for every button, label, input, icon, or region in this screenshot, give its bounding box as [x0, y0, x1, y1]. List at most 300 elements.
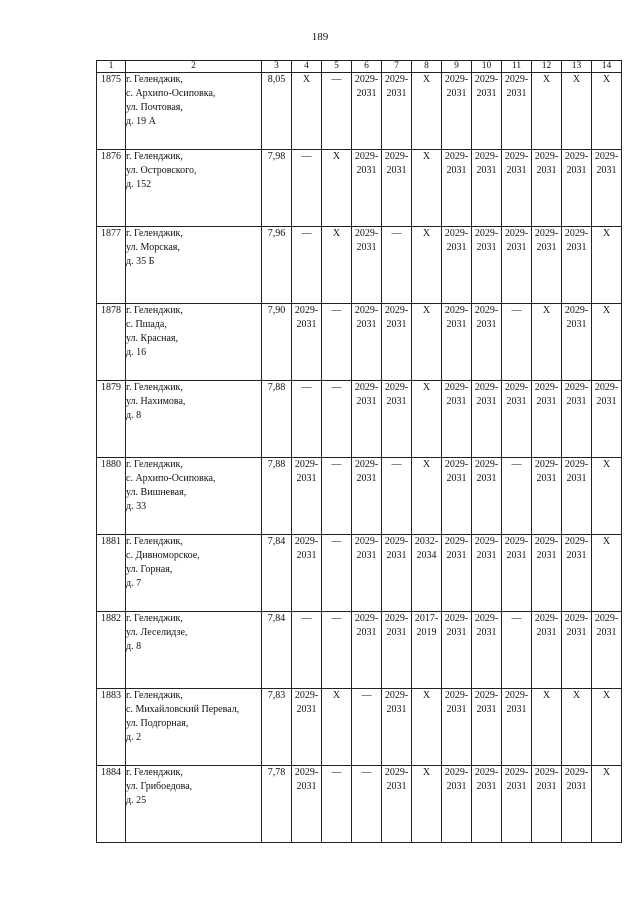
- schedule-value: 2029-: [354, 151, 379, 162]
- schedule-cell: [412, 612, 442, 689]
- schedule-value: 2031: [536, 473, 557, 484]
- address-line: г. Геленджик,: [126, 74, 183, 85]
- schedule-value: Х: [422, 690, 431, 701]
- column-header: 10: [472, 61, 502, 73]
- schedule-cell: [532, 73, 562, 150]
- schedule-value: 2029-: [474, 536, 499, 547]
- table-row: [97, 458, 622, 535]
- schedule-value: 2031: [356, 396, 377, 407]
- schedule-value: Х: [332, 228, 341, 239]
- schedule-cell: [352, 304, 382, 381]
- schedule-value: 2029-: [564, 767, 589, 778]
- address-line: д. 8: [126, 410, 142, 421]
- address-line: г. Геленджик,: [126, 767, 183, 778]
- column-header: 8: [412, 61, 442, 73]
- schedule-cell: [502, 612, 532, 689]
- schedule-value: 2029-: [504, 690, 529, 701]
- schedule-cell: [532, 150, 562, 227]
- column-header: 5: [322, 61, 352, 73]
- address-line: д. 25: [126, 795, 147, 806]
- schedule-value: 2031: [566, 627, 587, 638]
- address-line: д. 19 А: [126, 116, 156, 127]
- schedule-cell: [412, 381, 442, 458]
- schedule-cell: [442, 304, 472, 381]
- schedule-value: 2031: [566, 781, 587, 792]
- schedule-cell: [322, 766, 352, 843]
- schedule-value: 2031: [356, 627, 377, 638]
- schedule-value: 2031: [386, 88, 407, 99]
- schedule-value: 2031: [506, 165, 527, 176]
- schedule-cell: [292, 689, 322, 766]
- schedule-value: 2029-: [504, 767, 529, 778]
- schedule-value: —: [331, 382, 342, 393]
- schedule-value: —: [361, 690, 372, 701]
- schedule-cell: [382, 766, 412, 843]
- schedule-value: 2031: [446, 165, 467, 176]
- schedule-cell: [322, 150, 352, 227]
- schedule-value: Х: [602, 74, 611, 85]
- schedule-value: 2031: [506, 396, 527, 407]
- schedule-cell: [352, 458, 382, 535]
- schedule-value: 2029-: [444, 613, 469, 624]
- address-line: г. Геленджик,: [126, 690, 183, 701]
- schedule-value: —: [331, 613, 342, 624]
- address-line: д. 152: [126, 179, 152, 190]
- schedule-value: 2031: [296, 319, 317, 330]
- schedule-value: 2029-: [534, 151, 559, 162]
- schedule-value: 2031: [446, 242, 467, 253]
- schedule-cell: [292, 150, 322, 227]
- table-row: [97, 535, 622, 612]
- address-cell: [126, 612, 262, 689]
- address-line: ул. Горная,: [126, 564, 173, 575]
- schedule-value: 2031: [536, 627, 557, 638]
- schedule-value: 2031: [446, 704, 467, 715]
- schedule-value: Х: [602, 228, 611, 239]
- schedule-value: 2031: [476, 165, 497, 176]
- address-line: ул. Грибоедова,: [126, 781, 193, 792]
- schedule-value: 2031: [356, 165, 377, 176]
- schedule-value: 2031: [476, 396, 497, 407]
- schedule-cell: [562, 766, 592, 843]
- schedule-value: —: [511, 613, 522, 624]
- schedule-value: 2031: [356, 550, 377, 561]
- row-number: 1882: [97, 612, 126, 689]
- schedule-value: 2029-: [384, 613, 409, 624]
- address-line: д. 7: [126, 578, 142, 589]
- schedule-value: Х: [542, 305, 551, 316]
- schedule-value: 2017-: [414, 613, 439, 624]
- column-number-row: [97, 61, 622, 73]
- column-header: 11: [502, 61, 532, 73]
- schedule-value: 2029-: [504, 536, 529, 547]
- address-line: ул. Красная,: [126, 333, 178, 344]
- schedule-cell: [472, 73, 502, 150]
- table-row: [97, 766, 622, 843]
- schedule-value: 2029-: [444, 767, 469, 778]
- address-cell: [126, 304, 262, 381]
- schedule-value: 2031: [476, 319, 497, 330]
- column-header: 2: [126, 61, 262, 73]
- schedule-value: 2029-: [444, 459, 469, 470]
- schedule-value: Х: [332, 151, 341, 162]
- column-header: 7: [382, 61, 412, 73]
- address-cell: [126, 766, 262, 843]
- area-value: 8,05: [262, 73, 292, 150]
- table-row: [97, 381, 622, 458]
- table-row: [97, 612, 622, 689]
- schedule-value: 2031: [566, 396, 587, 407]
- schedule-value: —: [391, 459, 402, 470]
- schedule-value: Х: [422, 459, 431, 470]
- schedule-value: 2029-: [534, 459, 559, 470]
- schedule-cell: [472, 535, 502, 612]
- schedule-value: 2029-: [534, 613, 559, 624]
- schedule-cell: [502, 381, 532, 458]
- schedule-cell: [382, 227, 412, 304]
- schedule-cell: [472, 381, 502, 458]
- schedule-cell: [322, 535, 352, 612]
- column-header: 13: [562, 61, 592, 73]
- schedule-value: 2029-: [534, 536, 559, 547]
- schedule-value: 2029-: [474, 305, 499, 316]
- schedule-cell: [292, 304, 322, 381]
- schedule-value: Х: [602, 305, 611, 316]
- schedule-value: 2029-: [384, 382, 409, 393]
- schedule-cell: [502, 766, 532, 843]
- schedule-value: 2029-: [444, 74, 469, 85]
- schedule-value: —: [331, 536, 342, 547]
- schedule-value: 2029-: [444, 228, 469, 239]
- schedule-cell: [442, 73, 472, 150]
- schedule-value: 2031: [566, 473, 587, 484]
- schedule-value: Х: [542, 690, 551, 701]
- schedule-value: 2029-: [354, 613, 379, 624]
- housing-repair-schedule-table: [96, 60, 622, 843]
- schedule-value: Х: [422, 151, 431, 162]
- schedule-cell: [292, 381, 322, 458]
- schedule-cell: [412, 766, 442, 843]
- address-cell: [126, 458, 262, 535]
- schedule-value: 2031: [386, 781, 407, 792]
- schedule-cell: [532, 458, 562, 535]
- schedule-value: 2029-: [444, 536, 469, 547]
- schedule-value: 2029-: [384, 767, 409, 778]
- schedule-value: 2029-: [294, 536, 319, 547]
- schedule-value: 2029-: [564, 613, 589, 624]
- schedule-value: 2031: [386, 396, 407, 407]
- schedule-cell: [412, 535, 442, 612]
- area-value: 7,98: [262, 150, 292, 227]
- schedule-value: 2029-: [534, 767, 559, 778]
- schedule-value: Х: [602, 690, 611, 701]
- area-value: 7,83: [262, 689, 292, 766]
- schedule-cell: [502, 458, 532, 535]
- schedule-value: 2031: [356, 88, 377, 99]
- schedule-cell: [442, 381, 472, 458]
- schedule-cell: [352, 227, 382, 304]
- schedule-cell: [352, 612, 382, 689]
- schedule-value: 2029-: [564, 382, 589, 393]
- schedule-value: 2029-: [384, 536, 409, 547]
- table-row: [97, 227, 622, 304]
- schedule-value: 2031: [536, 550, 557, 561]
- schedule-value: 2031: [566, 165, 587, 176]
- schedule-value: 2029-: [384, 690, 409, 701]
- schedule-value: —: [301, 382, 312, 393]
- schedule-cell: [502, 73, 532, 150]
- schedule-cell: [592, 535, 622, 612]
- schedule-value: 2031: [296, 473, 317, 484]
- schedule-cell: [472, 304, 502, 381]
- area-value: 7,90: [262, 304, 292, 381]
- schedule-value: 2029-: [474, 382, 499, 393]
- schedule-value: Х: [422, 228, 431, 239]
- address-line: г. Геленджик,: [126, 382, 183, 393]
- schedule-cell: [382, 381, 412, 458]
- schedule-cell: [562, 535, 592, 612]
- schedule-value: 2031: [476, 781, 497, 792]
- address-line: д. 2: [126, 732, 142, 743]
- address-line: ул. Почтовая,: [126, 102, 183, 113]
- schedule-value: 2031: [536, 242, 557, 253]
- schedule-value: 2031: [476, 627, 497, 638]
- schedule-value: 2031: [536, 781, 557, 792]
- row-number: 1880: [97, 458, 126, 535]
- schedule-value: 2029-: [534, 228, 559, 239]
- column-header: 9: [442, 61, 472, 73]
- schedule-cell: [562, 227, 592, 304]
- schedule-cell: [382, 612, 412, 689]
- schedule-cell: [532, 304, 562, 381]
- schedule-cell: [322, 612, 352, 689]
- schedule-cell: [592, 73, 622, 150]
- schedule-cell: [292, 766, 322, 843]
- row-number: 1881: [97, 535, 126, 612]
- schedule-cell: [502, 535, 532, 612]
- schedule-cell: [442, 612, 472, 689]
- schedule-value: 2031: [566, 550, 587, 561]
- schedule-value: 2029-: [354, 536, 379, 547]
- schedule-value: 2029-: [594, 613, 619, 624]
- schedule-value: 2029-: [384, 151, 409, 162]
- schedule-cell: [592, 458, 622, 535]
- schedule-value: 2029-: [564, 459, 589, 470]
- address-line: д. 33: [126, 501, 147, 512]
- schedule-value: 2029-: [564, 536, 589, 547]
- schedule-value: 2031: [476, 242, 497, 253]
- address-line: ул. Вишневая,: [126, 487, 187, 498]
- schedule-value: Х: [602, 536, 611, 547]
- schedule-value: 2029-: [294, 305, 319, 316]
- schedule-cell: [442, 535, 472, 612]
- schedule-cell: [442, 150, 472, 227]
- address-cell: [126, 73, 262, 150]
- schedule-cell: [442, 227, 472, 304]
- schedule-value: 2029-: [534, 382, 559, 393]
- schedule-value: 2031: [386, 704, 407, 715]
- page-number: 189: [311, 31, 329, 43]
- schedule-cell: [412, 689, 442, 766]
- address-line: г. Геленджик,: [126, 305, 183, 316]
- schedule-value: 2029-: [504, 151, 529, 162]
- address-line: г. Геленджик,: [126, 613, 183, 624]
- schedule-cell: [352, 73, 382, 150]
- schedule-value: 2032-: [414, 536, 439, 547]
- schedule-value: 2029-: [354, 459, 379, 470]
- schedule-cell: [352, 535, 382, 612]
- schedule-value: —: [331, 459, 342, 470]
- schedule-cell: [502, 150, 532, 227]
- schedule-cell: [412, 304, 442, 381]
- schedule-cell: [322, 689, 352, 766]
- row-number: 1883: [97, 689, 126, 766]
- schedule-value: 2031: [506, 88, 527, 99]
- schedule-value: Х: [422, 74, 431, 85]
- schedule-cell: [472, 458, 502, 535]
- address-cell: [126, 150, 262, 227]
- schedule-cell: [562, 150, 592, 227]
- schedule-value: 2029-: [474, 459, 499, 470]
- schedule-value: 2031: [506, 242, 527, 253]
- schedule-cell: [382, 458, 412, 535]
- schedule-cell: [592, 227, 622, 304]
- address-line: ул. Леселидзе,: [126, 627, 188, 638]
- schedule-cell: [292, 227, 322, 304]
- schedule-value: 2031: [506, 550, 527, 561]
- schedule-value: 2031: [446, 396, 467, 407]
- address-line: ул. Морская,: [126, 242, 180, 253]
- schedule-value: —: [511, 305, 522, 316]
- schedule-cell: [592, 150, 622, 227]
- schedule-value: 2031: [296, 550, 317, 561]
- address-cell: [126, 535, 262, 612]
- address-line: г. Геленджик,: [126, 151, 183, 162]
- schedule-value: 2029-: [564, 228, 589, 239]
- schedule-value: 2029-: [474, 613, 499, 624]
- schedule-value: 2031: [446, 88, 467, 99]
- schedule-cell: [562, 73, 592, 150]
- schedule-value: 2031: [446, 550, 467, 561]
- schedule-value: Х: [302, 74, 311, 85]
- area-value: 7,96: [262, 227, 292, 304]
- address-line: г. Геленджик,: [126, 536, 183, 547]
- schedule-value: 2029-: [384, 305, 409, 316]
- schedule-cell: [532, 381, 562, 458]
- area-value: 7,84: [262, 535, 292, 612]
- schedule-value: 2029-: [594, 382, 619, 393]
- schedule-cell: [562, 689, 592, 766]
- schedule-value: 2029-: [294, 459, 319, 470]
- schedule-cell: [382, 535, 412, 612]
- schedule-cell: [322, 73, 352, 150]
- schedule-value: Х: [332, 690, 341, 701]
- schedule-cell: [502, 689, 532, 766]
- schedule-value: 2031: [446, 473, 467, 484]
- schedule-value: 2031: [476, 473, 497, 484]
- schedule-value: 2031: [596, 396, 617, 407]
- schedule-cell: [502, 227, 532, 304]
- schedule-cell: [562, 304, 592, 381]
- schedule-value: 2029-: [504, 228, 529, 239]
- schedule-value: —: [301, 151, 312, 162]
- schedule-value: —: [331, 74, 342, 85]
- address-line: с. Пшада,: [126, 319, 167, 330]
- schedule-cell: [292, 73, 322, 150]
- address-cell: [126, 381, 262, 458]
- schedule-value: 2031: [386, 319, 407, 330]
- row-number: 1875: [97, 73, 126, 150]
- schedule-cell: [352, 766, 382, 843]
- schedule-value: Х: [542, 74, 551, 85]
- schedule-cell: [382, 73, 412, 150]
- address-line: г. Геленджик,: [126, 459, 183, 470]
- schedule-cell: [442, 766, 472, 843]
- schedule-cell: [592, 689, 622, 766]
- row-number: 1876: [97, 150, 126, 227]
- schedule-value: 2029-: [474, 151, 499, 162]
- schedule-value: 2031: [296, 704, 317, 715]
- column-header: 6: [352, 61, 382, 73]
- schedule-cell: [412, 227, 442, 304]
- schedule-cell: [472, 227, 502, 304]
- schedule-value: 2029-: [354, 228, 379, 239]
- schedule-value: 2031: [506, 704, 527, 715]
- schedule-value: 2029-: [444, 305, 469, 316]
- schedule-value: 2029-: [294, 690, 319, 701]
- schedule-value: —: [301, 613, 312, 624]
- row-number: 1884: [97, 766, 126, 843]
- schedule-value: 2034: [416, 550, 437, 561]
- row-number: 1878: [97, 304, 126, 381]
- schedule-value: 2031: [566, 242, 587, 253]
- address-line: с. Дивноморское,: [126, 550, 200, 561]
- schedule-value: 2029-: [294, 767, 319, 778]
- schedule-value: 2029-: [354, 305, 379, 316]
- schedule-cell: [292, 612, 322, 689]
- schedule-cell: [382, 150, 412, 227]
- schedule-value: Х: [602, 767, 611, 778]
- schedule-cell: [472, 766, 502, 843]
- schedule-value: 2029-: [474, 74, 499, 85]
- schedule-value: 2031: [536, 165, 557, 176]
- schedule-cell: [592, 766, 622, 843]
- column-header: 12: [532, 61, 562, 73]
- address-line: с. Михайловский Перевал,: [126, 704, 240, 715]
- schedule-value: 2031: [596, 627, 617, 638]
- schedule-cell: [502, 304, 532, 381]
- schedule-cell: [562, 381, 592, 458]
- schedule-value: 2029-: [444, 690, 469, 701]
- schedule-value: 2019: [416, 627, 437, 638]
- schedule-value: 2031: [476, 88, 497, 99]
- schedule-cell: [322, 381, 352, 458]
- column-header: 14: [592, 61, 622, 73]
- schedule-cell: [292, 458, 322, 535]
- column-header: 1: [97, 61, 126, 73]
- table-row: [97, 73, 622, 150]
- schedule-value: 2031: [356, 319, 377, 330]
- schedule-value: 2029-: [474, 228, 499, 239]
- address-line: д. 16: [126, 347, 147, 358]
- schedule-value: 2031: [356, 242, 377, 253]
- schedule-value: 2029-: [474, 767, 499, 778]
- schedule-value: 2029-: [354, 74, 379, 85]
- schedule-value: —: [511, 459, 522, 470]
- schedule-value: 2031: [476, 550, 497, 561]
- schedule-value: 2031: [386, 550, 407, 561]
- schedule-cell: [322, 304, 352, 381]
